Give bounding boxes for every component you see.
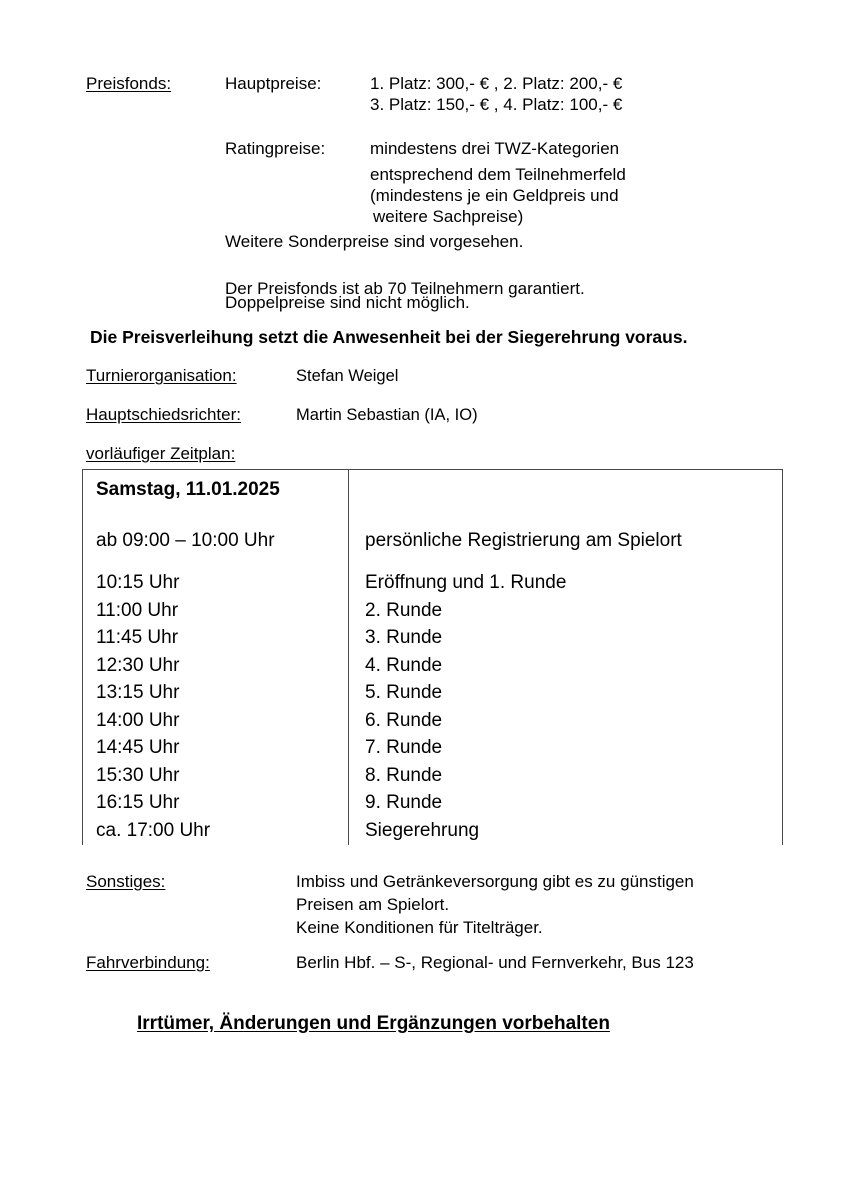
schedule-date-header: Samstag, 11.01.2025 (96, 479, 280, 500)
schedule-row-description: Eröffnung und 1. Runde (365, 572, 567, 593)
misc-line-1: Imbiss und Getränkeversorgung gibt es zu günstigen (296, 872, 694, 891)
misc-line-2: Preisen am Spielort. (296, 895, 450, 914)
schedule-row-description: 9. Runde (365, 792, 443, 813)
misc-label: Sonstiges: (86, 872, 166, 891)
rating-prizes-line-2: entsprechend dem Teilnehmerfeld (370, 165, 626, 184)
schedule-row-time: 11:45 Uhr (96, 627, 179, 648)
schedule-row-time: 11:00 Uhr (96, 599, 179, 621)
schedule-row-description: 2. Runde (365, 599, 443, 621)
schedule-row-time: 13:15 Uhr (96, 682, 180, 703)
schedule-row-description: 5. Runde (365, 682, 443, 703)
schedule-registration-description: persönliche Registrierung am Spielort (365, 530, 682, 551)
schedule-registration-time: ab 09:00 – 10:00 Uhr (96, 530, 275, 551)
schedule-row-time: 12:30 Uhr (96, 654, 180, 676)
chief-arbiter-value: Martin Sebastian (IA, IO) (296, 406, 478, 424)
schedule-row-description: 6. Runde (365, 709, 443, 731)
tournament-organization-label: Turnierorganisation: (86, 366, 237, 385)
schedule-row-description: 3. Runde (365, 627, 443, 648)
schedule-row-description: 7. Runde (365, 737, 443, 758)
schedule-row-time: 10:15 Uhr (96, 572, 180, 593)
schedule-label: vorläufiger Zeitplan: (86, 444, 236, 463)
schedule-row-description: 4. Runde (365, 654, 443, 676)
main-prizes-line-2: 3. Platz: 150,- € , 4. Platz: 100,- € (370, 95, 623, 114)
main-prizes-line-1: 1. Platz: 300,- € , 2. Platz: 200,- € (370, 74, 623, 93)
rating-prizes-line-3: (mindestens je ein Geldpreis und (370, 186, 619, 205)
schedule-row-time: 14:00 Uhr (96, 709, 180, 731)
misc-line-3: Keine Konditionen für Titelträger. (296, 918, 543, 937)
prize-fund-label: Preisfonds: (86, 74, 172, 93)
schedule-row-time: 16:15 Uhr (96, 792, 180, 813)
prize-fund-guarantee-note: Der Preisfonds ist ab 70 Teilnehmern garantiert. (225, 279, 585, 298)
schedule-row-time: 15:30 Uhr (96, 764, 180, 786)
chief-arbiter-label: Hauptschiedsrichter: (86, 405, 241, 424)
double-prizes-note: Doppelpreise sind nicht möglich. (225, 293, 470, 312)
rating-prizes-label: Ratingpreise: (225, 139, 326, 158)
schedule-row-time: 14:45 Uhr (96, 737, 180, 758)
rating-prizes-line-4: weitere Sachpreise) (373, 207, 524, 226)
award-ceremony-note: Die Preisverleihung setzt die Anwesenheit bei der Siegerehrung voraus. (90, 327, 688, 347)
footer-disclaimer: Irrtümer, Änderungen und Ergänzungen vorbehalten (137, 1013, 610, 1034)
schedule-row-time: ca. 17:00 Uhr (96, 819, 211, 841)
special-prizes-note: Weitere Sonderpreise sind vorgesehen. (225, 232, 524, 251)
travel-value: Berlin Hbf. – S-, Regional- und Fernverkehr, Bus 123 (296, 953, 694, 972)
rating-prizes-line-1: mindestens drei TWZ-Kategorien (370, 139, 620, 158)
tournament-organization-value: Stefan Weigel (296, 367, 399, 385)
schedule-row-description: 8. Runde (365, 764, 443, 786)
travel-label: Fahrverbindung: (86, 953, 210, 972)
main-prizes-label: Hauptpreise: (225, 74, 322, 93)
schedule-row-description: Siegerehrung (365, 819, 480, 841)
schedule-table-column-divider (348, 469, 349, 845)
